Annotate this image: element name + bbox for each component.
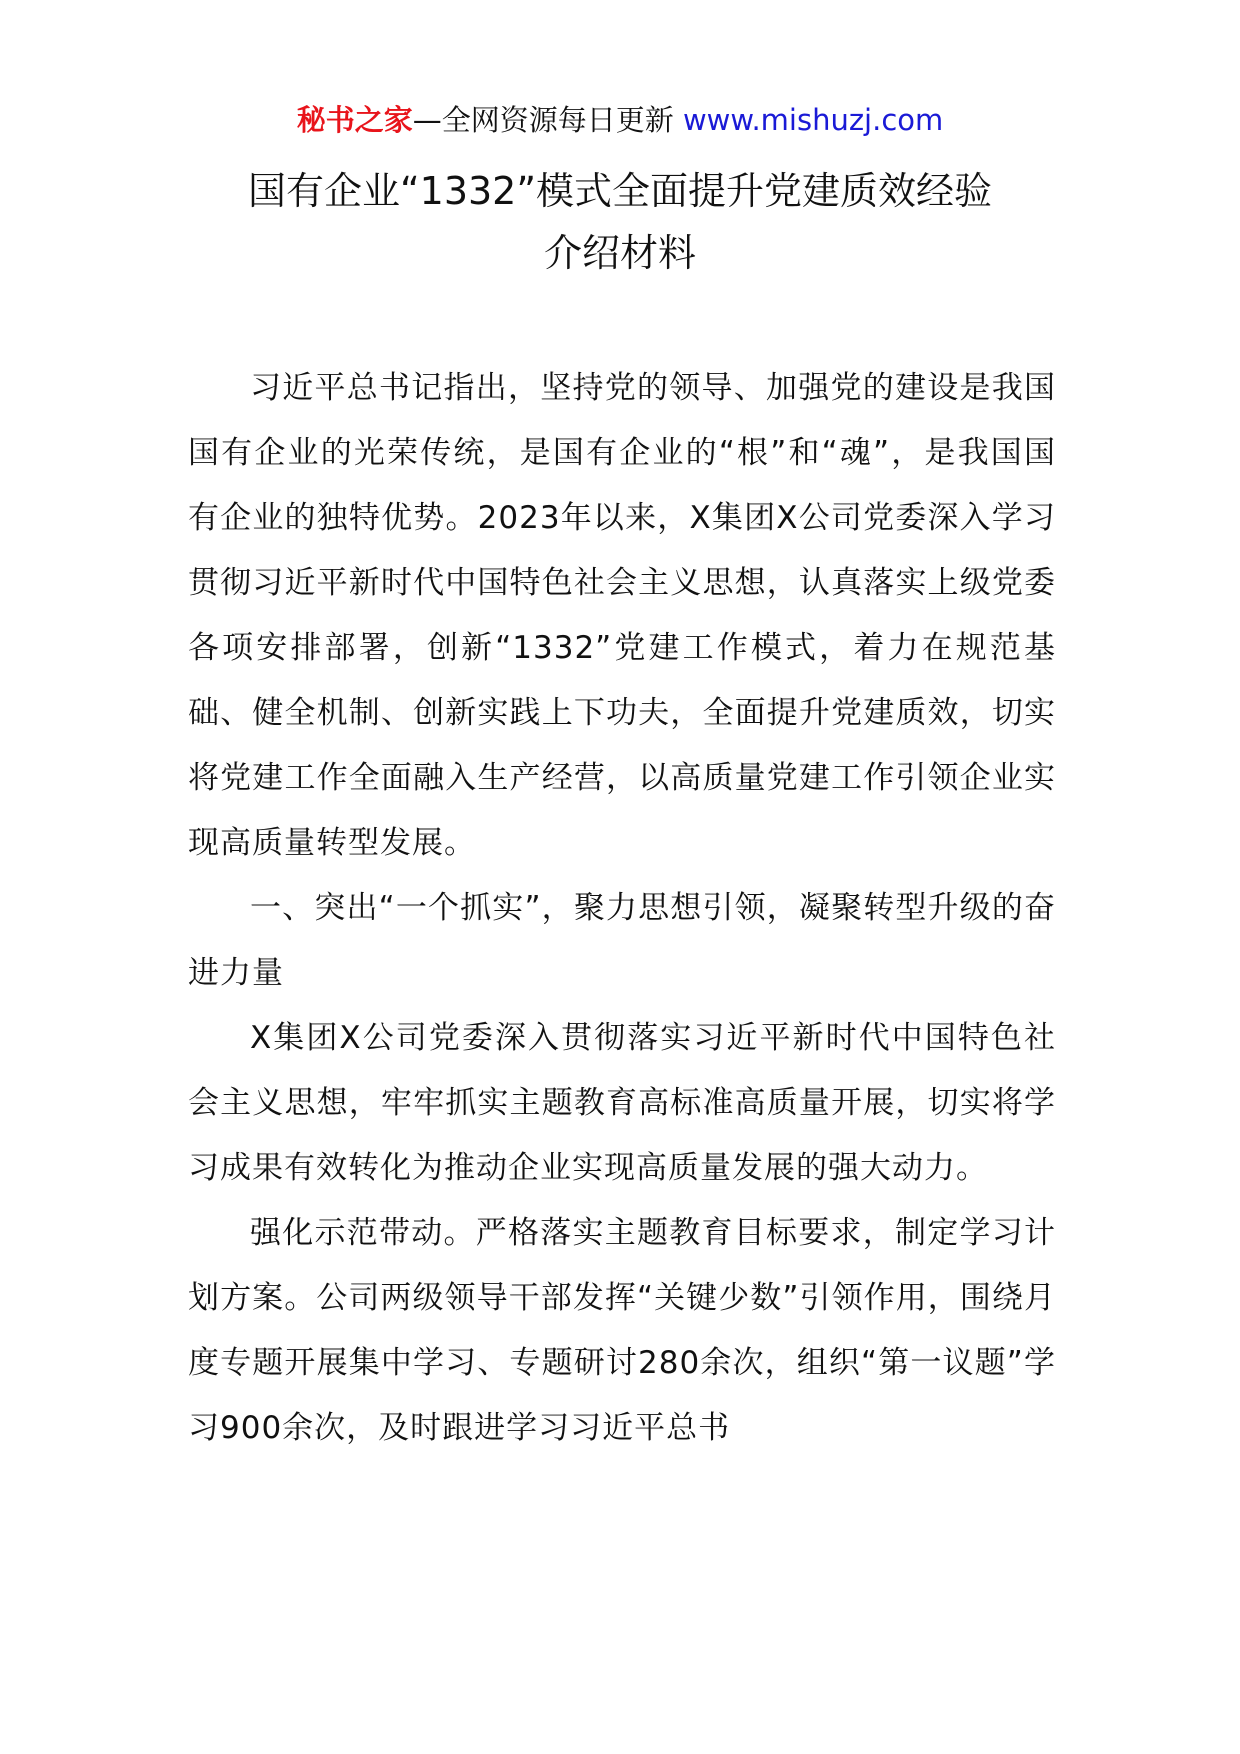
- document-title: [150, 160, 1090, 284]
- site-url: www.mishuzj.com: [682, 103, 944, 137]
- brand-name: 秘书之家: [296, 103, 413, 137]
- header-slogan: —全网资源每日更新: [412, 103, 683, 137]
- title-line-2: 介绍材料: [543, 231, 696, 275]
- paragraph-section-1: X集团X公司党委深入贯彻落实习近平新时代中国特色社会主义思想，牢牢抓实主题教育高标准高质量开展，切实将学习成果有效转化为推动企业实现高质量发展的强大动力。: [188, 1020, 1056, 1186]
- paragraph-demonstration: 强化示范带动。严格落实主题教育目标要求，制定学习计划方案。公司两级领导干部发挥“关键少数”引领作用，围绕月度专题开展集中学习、专题研讨280余次，组织“第一议题”学习900余次，及时跟进学习习近平总书: [188, 1215, 1056, 1446]
- document-body: [188, 356, 1056, 1461]
- paragraph-intro: 习近平总书记指出，坚持党的领导、加强党的建设是我国国有企业的光荣传统，是国有企业的“根”和“魂”，是我国国有企业的独特优势。2023年以来，X集团X公司党委深入学习贯彻习近平新时代中国特色社会主义思想，认真落实上级党委各项安排部署，创新“1332”党建工作模式，着力在规范基础、健全机制、创新实践上下功夫，全面提升党建质效，切实将党建工作全面融入生产经营，以高质量党建工作引领企业实现高质量转型发展。: [188, 370, 1056, 861]
- watermark-header: [0, 100, 1240, 140]
- title-line-1: 国有企业“1332”模式全面提升党建质效经验: [247, 169, 993, 213]
- section-heading-1: 一、突出“一个抓实”，聚力思想引领，凝聚转型升级的奋进力量: [188, 890, 1056, 991]
